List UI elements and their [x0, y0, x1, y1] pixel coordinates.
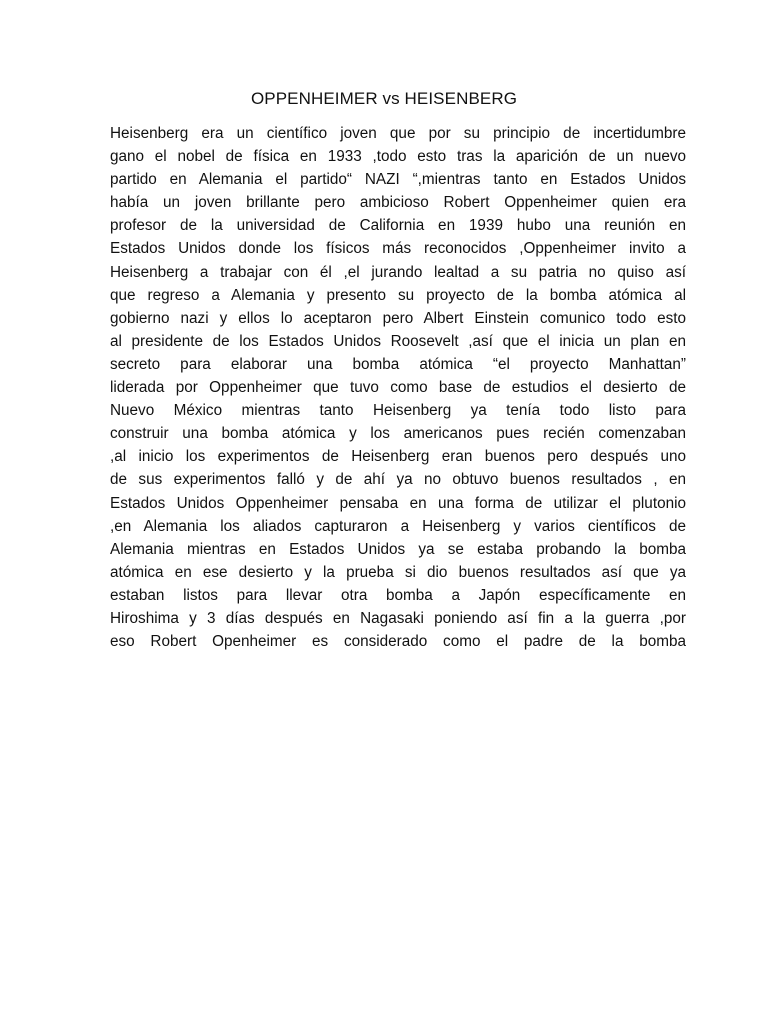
text-line: Alemania mientras en Estados Unidos ya se estaba probando la bomba: [110, 540, 686, 558]
text-line: Hiroshima y 3 días después en Nagasaki poniendo así fin a la guerra ,por: [110, 609, 686, 627]
page-title: OPPENHEIMER vs HEISENBERG: [250, 89, 518, 108]
text-line: gano el nobel de física en 1933 ,todo esto tras la aparición de un nuevo: [110, 148, 686, 166]
text-line: eso Robert Openheimer es considerado como el padre de la bomba: [110, 633, 686, 651]
text-line: secreto para elaborar una bomba atómica “el proyecto Manhattan”: [110, 355, 686, 373]
text-line: gobierno nazi y ellos lo aceptaron pero Albert Einstein comunico todo esto: [110, 309, 686, 327]
text-line: estaban listos para llevar otra bomba a Japón específicamente en: [110, 586, 686, 604]
text-line: profesor de la universidad de California en 1939 hubo una reunión en: [110, 217, 686, 235]
text-line: de sus experimentos falló y de ahí ya no obtuvo buenos resultados , en: [110, 471, 686, 489]
text-line: Nuevo México mientras tanto Heisenberg ya tenía todo listo para: [110, 402, 686, 420]
text-line: atómica en ese desierto y la prueba si dio buenos resultados así que ya: [110, 563, 686, 581]
document-body: [110, 122, 686, 653]
text-line: Heisenberg a trabajar con él ,el jurando lealtad a su patria no quiso así: [110, 263, 686, 281]
text-line: Estados Unidos donde los físicos más reconocidos ,Oppenheimer invito a: [110, 240, 686, 258]
text-line: ,al inicio los experimentos de Heisenberg eran buenos pero después uno: [110, 448, 686, 466]
text-line: construir una bomba atómica y los americanos pues recién comenzaban: [110, 425, 686, 443]
text-line: que regreso a Alemania y presento su proyecto de la bomba atómica al: [110, 286, 686, 304]
text-line: Estados Unidos Oppenheimer pensaba en una forma de utilizar el plutonio: [110, 494, 686, 512]
text-line: había un joven brillante pero ambicioso Robert Oppenheimer quien era: [110, 194, 686, 212]
text-line: liderada por Oppenheimer que tuvo como base de estudios el desierto de: [110, 379, 686, 397]
text-line: al presidente de los Estados Unidos Roosevelt ,así que el inicia un plan en: [110, 332, 686, 350]
text-line: Heisenberg era un científico joven que por su principio de incertidumbre: [110, 125, 686, 142]
text-line: ,en Alemania los aliados capturaron a Heisenberg y varios científicos de: [110, 517, 686, 535]
text-line: partido en Alemania el partido“ NAZI “,mientras tanto en Estados Unidos: [110, 171, 686, 189]
